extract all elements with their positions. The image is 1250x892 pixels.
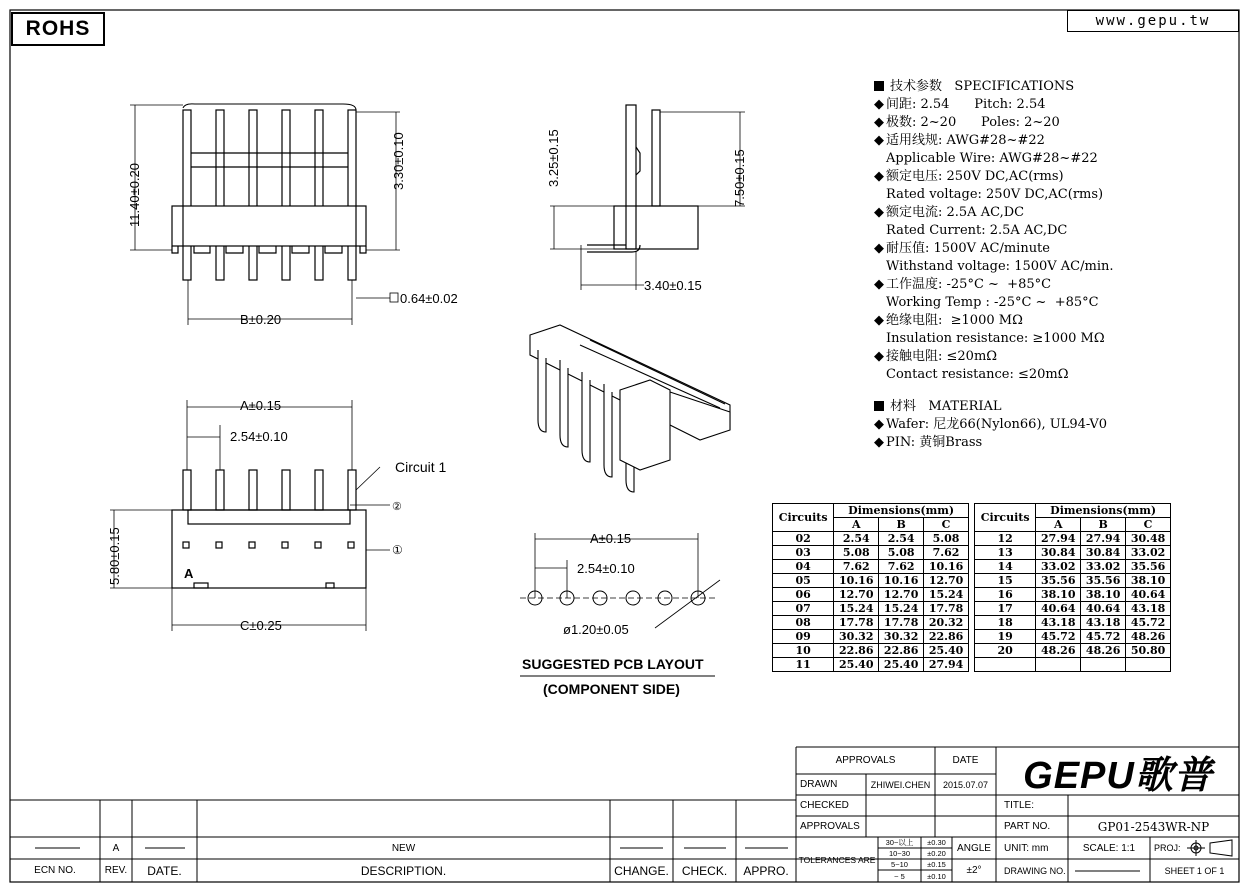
spec-text: 额定电压: 250V DC,AC(rms) (886, 169, 1064, 184)
tol-range-4: ~ 5 (894, 871, 905, 881)
table-cell: 50.80 (1126, 644, 1171, 658)
tol-range-2: 10~30 (888, 849, 911, 858)
dim-c: C±0.25 (240, 618, 282, 633)
mark-2: ② (392, 501, 402, 513)
pcb-hole-dim: ø1.20±0.05 (563, 622, 629, 637)
rev-value: A (112, 842, 120, 854)
tol-val-4: ±0.10 (927, 871, 946, 881)
dim-pitch: 2.54±0.10 (230, 429, 288, 444)
dim-side-3-40: 3.40±0.15 (644, 278, 702, 293)
column-header: C (1126, 518, 1171, 532)
table-cell: 03 (773, 546, 834, 560)
date-label: DATE. (147, 863, 182, 878)
spec-text: Working Temp : -25°C ~ +85°C (886, 295, 1099, 310)
table-cell: 40.64 (1036, 602, 1081, 616)
dim-side-7-50: 7.50±0.15 (732, 149, 747, 207)
date-header: DATE (952, 755, 979, 766)
dim-b: B±0.20 (240, 312, 282, 327)
table-cell: 33.02 (1126, 546, 1171, 560)
table-cell: 48.26 (1036, 644, 1081, 658)
table-cell: 17 (975, 602, 1036, 616)
table-cell: 12 (975, 532, 1036, 546)
approvals-label: APPROVALS (800, 821, 860, 832)
table-cell: 15.24 (879, 602, 924, 616)
diamond-bullet-icon: ◆ (874, 241, 884, 256)
column-header: B (1081, 518, 1126, 532)
pcb-title: SUGGESTED PCB LAYOUT (522, 656, 704, 672)
dim-a: A±0.15 (240, 398, 282, 413)
part-no-value: GP01-2543WR-NP (1097, 819, 1210, 834)
table-cell: 30.32 (879, 630, 924, 644)
dim-5-80: 5.80±0.15 (107, 527, 122, 585)
table-cell: 08 (773, 616, 834, 630)
ecn-no-label: ECN NO. (34, 865, 76, 876)
diamond-bullet-icon: ◆ (874, 205, 884, 220)
diamond-bullet-icon: ◆ (874, 169, 884, 184)
table-cell: 10 (773, 644, 834, 658)
table-cell: 7.62 (834, 560, 879, 574)
column-header: C (924, 518, 969, 532)
diamond-bullet-icon: ◆ (874, 417, 884, 432)
table-cell: 16 (975, 588, 1036, 602)
diamond-bullet-icon: ◆ (874, 115, 884, 130)
table-cell: 25.40 (834, 658, 879, 672)
table-cell: 15.24 (834, 602, 879, 616)
table-cell: 17.78 (879, 616, 924, 630)
spec-text: Contact resistance: ≤20mΩ (886, 367, 1069, 382)
table-cell: 2.54 (879, 532, 924, 546)
table-cell: 17.78 (834, 616, 879, 630)
material-text: PIN: 黄铜Brass (886, 435, 983, 450)
circuit-1-label: Circuit 1 (395, 459, 447, 475)
checked-label: CHECKED (800, 800, 849, 811)
tolerances-label: TOLERANCES ARE (798, 854, 876, 865)
table-cell: 5.08 (879, 546, 924, 560)
diamond-bullet-icon: ◆ (874, 277, 884, 292)
angle-label: ANGLE (957, 842, 991, 854)
description-label: DESCRIPTION. (360, 863, 447, 878)
drawn-label: DRAWN (800, 779, 838, 790)
table-cell: 35.56 (1126, 560, 1171, 574)
website-label: www.gepu.tw (1067, 10, 1239, 32)
diamond-bullet-icon: ◆ (874, 313, 884, 328)
drawn-date: 2015.07.07 (942, 779, 989, 790)
table-cell: 02 (773, 532, 834, 546)
table-cell: 2.54 (834, 532, 879, 546)
table-cell: 25.40 (924, 644, 969, 658)
spec-text: 绝缘电阻: ≥1000 MΩ (886, 313, 1023, 328)
table-cell: 38.10 (1126, 574, 1171, 588)
dimensions-header: Dimensions(mm) (834, 504, 969, 518)
table-cell: 33.02 (1081, 560, 1126, 574)
circuits-header: Circuits (975, 504, 1036, 532)
proj-label: PROJ: (1154, 843, 1181, 853)
table-cell: 11 (773, 658, 834, 672)
material-text: Wafer: 尼龙66(Nylon66), UL94-V0 (886, 417, 1108, 432)
table-cell: 19 (975, 630, 1036, 644)
table-cell: 12.70 (924, 574, 969, 588)
table-cell: 18 (975, 616, 1036, 630)
dim-3-30: 3.30±0.10 (391, 132, 406, 190)
table-cell: 40.64 (1081, 602, 1126, 616)
spec-text: Withstand voltage: 1500V AC/min. (886, 259, 1114, 274)
table-cell: 5.08 (924, 532, 969, 546)
table-cell: 7.62 (924, 546, 969, 560)
table-cell: 20.32 (924, 616, 969, 630)
table-cell: 35.56 (1081, 574, 1126, 588)
change-label: CHANGE. (614, 863, 669, 878)
table-cell: 20 (975, 644, 1036, 658)
tol-range-1: 30~以上 (885, 838, 914, 847)
table-cell: 10.16 (834, 574, 879, 588)
table-cell: 40.64 (1126, 588, 1171, 602)
table-cell: 7.62 (879, 560, 924, 574)
table-cell: 38.10 (1081, 588, 1126, 602)
column-header: A (1036, 518, 1081, 532)
spec-text: 耐压值: 1500V AC/minute (886, 241, 1050, 256)
diamond-bullet-icon: ◆ (874, 349, 884, 364)
diamond-bullet-icon: ◆ (874, 435, 884, 450)
rev-label: REV. (104, 865, 128, 876)
table-cell: 25.40 (879, 658, 924, 672)
appro-label: APPRO. (743, 863, 789, 878)
spec-text: 适用线规: AWG#28~#22 (886, 133, 1045, 148)
table-cell: 04 (773, 560, 834, 574)
table-cell: 43.18 (1036, 616, 1081, 630)
scale-label: SCALE: 1:1 (1082, 842, 1136, 854)
spec-text: Rated Current: 2.5A AC,DC (886, 223, 1068, 238)
circuits-header: Circuits (773, 504, 834, 532)
housing-letter-a: A (184, 566, 194, 581)
pcb-subtitle: (COMPONENT SIDE) (543, 681, 680, 697)
table-cell: 45.72 (1081, 630, 1126, 644)
table-cell: 30.84 (1081, 546, 1126, 560)
spec-text: Rated voltage: 250V DC,AC(rms) (886, 187, 1104, 202)
table-cell: 30.84 (1036, 546, 1081, 560)
table-cell: 17.78 (924, 602, 969, 616)
pcb-dim-pitch: 2.54±0.10 (577, 561, 635, 576)
check-label: CHECK. (681, 863, 728, 878)
table-cell: 22.86 (924, 630, 969, 644)
table-cell: 27.94 (1081, 532, 1126, 546)
part-no-label: PART NO. (1004, 821, 1051, 832)
table-cell: 07 (773, 602, 834, 616)
table-cell: 10.16 (879, 574, 924, 588)
table-cell: 27.94 (1036, 532, 1081, 546)
sheet-label: SHEET 1 OF 1 (1164, 865, 1225, 876)
spec-text: 工作温度: -25°C ~ +85°C (886, 277, 1052, 292)
table-cell: 12.70 (879, 588, 924, 602)
dim-pin-064: 0.64±0.02 (400, 291, 458, 306)
dimensions-header: Dimensions(mm) (1036, 504, 1171, 518)
column-header: B (879, 518, 924, 532)
table-cell: 33.02 (1036, 560, 1081, 574)
spec-title: 技术参数 SPECIFICATIONS (874, 78, 1114, 96)
table-cell: 15.24 (924, 588, 969, 602)
tol-val-3: ±0.15 (927, 860, 946, 869)
approvals-header: APPROVALS (835, 755, 896, 766)
table-cell: 13 (975, 546, 1036, 560)
table-cell: 09 (773, 630, 834, 644)
table-cell: 12.70 (834, 588, 879, 602)
spec-text: Insulation resistance: ≥1000 MΩ (886, 331, 1105, 346)
tol-val-1: ±0.30 (927, 838, 946, 847)
diamond-bullet-icon: ◆ (874, 97, 884, 112)
table-cell: 45.72 (1126, 616, 1171, 630)
table-cell: 30.48 (1126, 532, 1171, 546)
table-cell: 5.08 (834, 546, 879, 560)
diamond-bullet-icon: ◆ (874, 133, 884, 148)
table-cell: 48.26 (1081, 644, 1126, 658)
mark-1: ① (392, 543, 403, 557)
title-label: TITLE: (1004, 800, 1035, 811)
gepu-logo: GEPU歌普 (1023, 754, 1213, 797)
column-header: A (834, 518, 879, 532)
spec-text: 间距: 2.54 Pitch: 2.54 (886, 97, 1046, 112)
table-cell: 30.32 (834, 630, 879, 644)
table-cell: 27.94 (924, 658, 969, 672)
drawn-by: ZHIWEI.CHEN (870, 779, 931, 790)
spec-text: 额定电流: 2.5A AC,DC (886, 205, 1025, 220)
table-cell: 38.10 (1036, 588, 1081, 602)
table-cell: 10.16 (924, 560, 969, 574)
spec-text: Applicable Wire: AWG#28~#22 (886, 151, 1098, 166)
material-title: 材料 MATERIAL (874, 398, 1114, 416)
table-cell: 06 (773, 588, 834, 602)
table-cell: 22.86 (879, 644, 924, 658)
table-cell: 43.18 (1126, 602, 1171, 616)
table-cell: 15 (975, 574, 1036, 588)
table-cell: 48.26 (1126, 630, 1171, 644)
table-cell: 35.56 (1036, 574, 1081, 588)
tol-val-2: ±0.20 (927, 849, 946, 858)
rohs-badge: ROHS (11, 12, 105, 46)
table-cell: 14 (975, 560, 1036, 574)
table-cell: 22.86 (834, 644, 879, 658)
angle-value: ±2° (966, 865, 982, 876)
drawing-no-label: DRAWING NO. (1004, 865, 1066, 876)
spec-text: 接触电阻: ≤20mΩ (886, 349, 998, 364)
table-cell: 43.18 (1081, 616, 1126, 630)
dim-side-3-25: 3.25±0.15 (546, 129, 561, 187)
new-description: NEW (391, 842, 416, 854)
pcb-dim-a: A±0.15 (590, 531, 632, 546)
tol-range-3: 5~10 (891, 860, 908, 869)
spec-text: 极数: 2~20 Poles: 2~20 (886, 115, 1060, 130)
dim-11-40: 11.40±0.20 (127, 162, 142, 227)
table-cell: 45.72 (1036, 630, 1081, 644)
table-cell: 05 (773, 574, 834, 588)
unit-label: UNIT: mm (1004, 842, 1049, 854)
